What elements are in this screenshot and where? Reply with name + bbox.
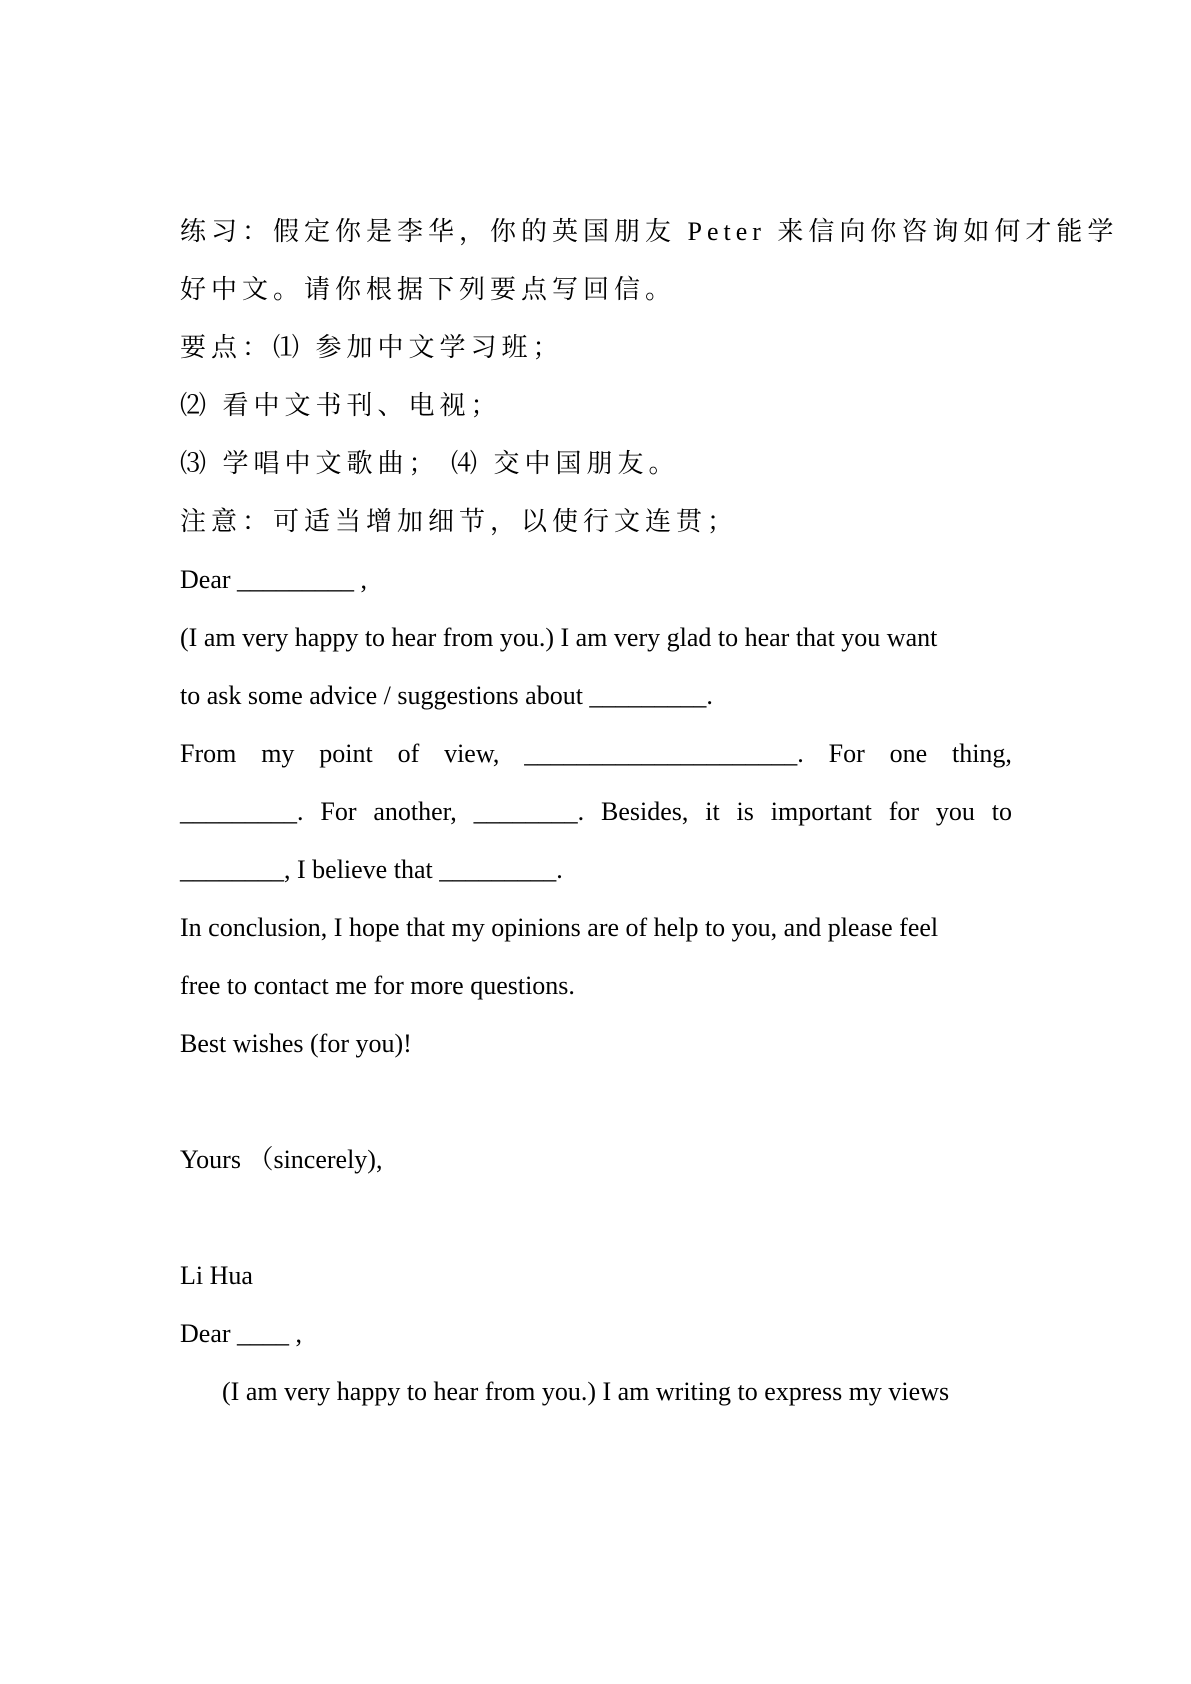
word: Besides, [600, 797, 689, 826]
word: of [397, 739, 420, 768]
word: it [705, 797, 720, 826]
blank-field: _____________________. [524, 739, 804, 768]
letter1-para3-line1: In conclusion, I hope that my opinions are of help to you, and please feel [180, 913, 939, 942]
word: For [320, 797, 357, 826]
letter1-signoff: Yours （sincerely), [180, 1145, 383, 1174]
letter2-para1-line1: (I am very happy to hear from you.) I am writing to express my views [222, 1377, 950, 1406]
word: one [889, 739, 928, 768]
word: point [319, 739, 373, 768]
letter1-para2-line3: ________, I believe that _________. [180, 855, 563, 884]
word: important [770, 797, 872, 826]
word: my [261, 739, 295, 768]
word: thing, [951, 739, 1012, 768]
blank-field: ________. [473, 797, 585, 826]
word: to [991, 797, 1012, 826]
points-line-1: 要点：⑴ 参加中文学习班； [180, 333, 564, 362]
letter1-closing: Best wishes (for you)! [180, 1029, 412, 1058]
task-line-2: 好中文。请你根据下列要点写回信。 [180, 275, 677, 304]
blank-field: _________. [180, 797, 304, 826]
points-line-3: ⑶ 学唱中文歌曲； ⑷ 交中国朋友。 [180, 449, 680, 478]
word: another, [373, 797, 457, 826]
word: view, [444, 739, 500, 768]
note-line: 注意：可适当增加细节，以使行文连贯； [180, 507, 739, 536]
letter1-signature: Li Hua [180, 1261, 253, 1290]
letter1-para1-line1: (I am very happy to hear from you.) I am very glad to hear that you want [180, 623, 938, 652]
letter1-para3-line2: free to contact me for more questions. [180, 971, 575, 1000]
word: For [828, 739, 865, 768]
letter1-para1-line2: to ask some advice / suggestions about _________. [180, 681, 713, 710]
points-line-2: ⑵ 看中文书刊、电视； [180, 391, 502, 420]
letter1-salutation: Dear _________ , [180, 565, 368, 594]
word: for [888, 797, 920, 826]
word: From [180, 739, 237, 768]
letter2-salutation: Dear ____ , [180, 1319, 303, 1348]
letter1-para2-line2 [180, 794, 1012, 830]
letter1-para2-line1 [180, 736, 1012, 772]
task-line-1: 练习：假定你是李华，你的英国朋友 Peter 来信向你咨询如何才能学 [180, 217, 1119, 246]
word: is [736, 797, 754, 826]
word: you [935, 797, 975, 826]
